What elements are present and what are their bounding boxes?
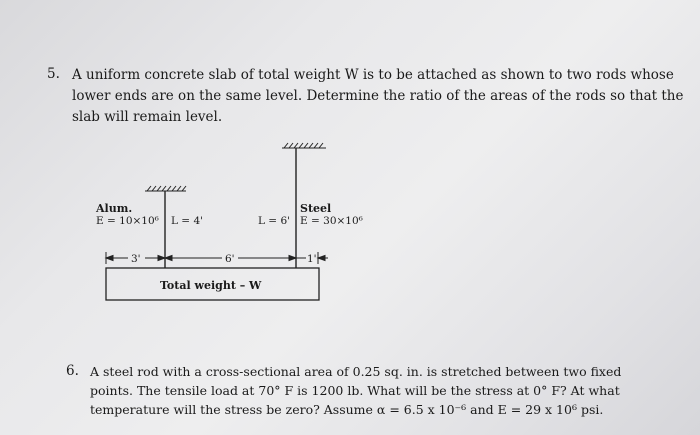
alum-label: Alum. — [96, 202, 133, 215]
steel-label: Steel — [300, 202, 332, 215]
alum-modulus: E = 10×10⁶ — [96, 215, 159, 227]
problem-6-number: 6. — [66, 363, 79, 379]
dim-right-label: 1' — [307, 253, 317, 265]
problem-6-line-3: temperature will the stress be zero? Assume α = 6.5 x 10⁻⁶ and E = 29 x 10⁶ psi. — [90, 402, 604, 417]
steel-modulus: E = 30×10⁶ — [300, 215, 363, 227]
alum-support-hatch — [145, 186, 186, 191]
steel-length: L = 6' — [258, 215, 291, 227]
slab-label: Total weight – W — [160, 279, 262, 292]
problem-5-line-2: lower ends are on the same level. Determine the ratio of the areas of the rods so that the — [72, 88, 684, 104]
problem-6-line-2: points. The tensile load at 70° F is 1200 lb. What will be the stress at 0° F? At what — [90, 383, 620, 398]
steel-support-hatch — [282, 143, 326, 148]
problem-6-line-1: A steel rod with a cross-sectional area of 0.25 sq. in. is stretched between two fixed — [90, 364, 622, 379]
problem-5-number: 5. — [47, 66, 60, 82]
problem-5-line-1: A uniform concrete slab of total weight W is to be attached as shown to two rods whose — [72, 67, 674, 83]
dim-middle-label: 6' — [225, 253, 235, 265]
problem-5-line-3: slab will remain level. — [72, 109, 223, 125]
alum-length: L = 4' — [171, 215, 204, 227]
dim-left-label: 3' — [131, 253, 141, 265]
